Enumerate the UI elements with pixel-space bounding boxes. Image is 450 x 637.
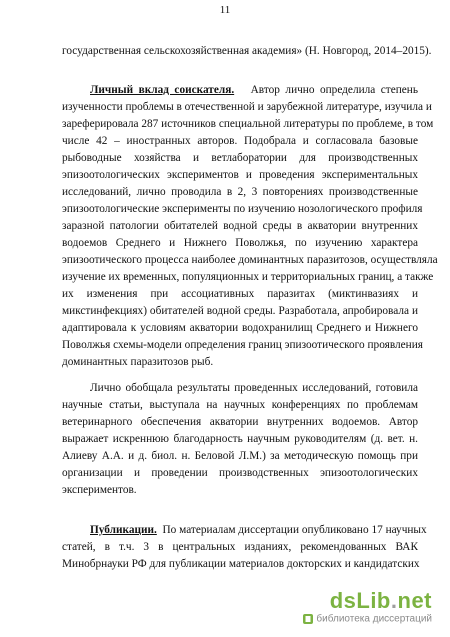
publications-line: Минобрнауки РФ для публикации материалов докторских и кандидатских: [62, 558, 420, 570]
publications-first-line: [62, 523, 427, 537]
contribution-line: микстинфекциях) обитателей водной среды. Разработала, апробировала и: [62, 305, 418, 317]
subtitle-text: библиотека диссертаций: [316, 613, 432, 625]
generalized-first-line-text: Лично обобщала результаты проведенных исследований, готовила: [90, 382, 418, 394]
contribution-line: изученности проблемы в отечественной и зарубежной литературе, изучила и: [62, 101, 432, 113]
contribution-line: зареферировала 287 источников специальной литературы по проблеме, в том: [62, 118, 434, 130]
generalized-line: организации и проведении производственных эпизоотологических: [62, 467, 418, 479]
publications-line: статей, в т.ч. 3 в центральных изданиях, рекомендованных ВАК: [62, 541, 418, 553]
contribution-first-line: [62, 83, 418, 97]
contribution-line: их изменения при ассоциативных паразитах (миктинвазиях и: [62, 288, 418, 300]
contribution-line: рыбоводные хозяйства и ветлаборатории для производственных: [62, 152, 418, 164]
contribution-last-line: доминантных паразитозов рыб.: [62, 356, 214, 368]
contribution-line: водоемов Среднего и Нижнего Поволжья, по изучению характера: [62, 237, 418, 249]
contribution-line: эпизоотологических экспериментов и проведения экспериментальных: [62, 169, 418, 181]
contribution-line: заразной патологии обитателей водной среды в акватории внутренних: [62, 220, 418, 232]
publications-first-line-text: По материалам диссертации опубликовано 17 научных: [162, 524, 427, 536]
contribution-line: исследований, лично проводила в 2, 3 повторениях производственные: [62, 186, 418, 198]
contribution-first-line-text: Автор лично определила степень: [250, 84, 418, 96]
contribution-line: эпизоотического процесса наиболее доминантных паразитозов, осуществляла: [62, 254, 438, 266]
page-number: 11: [219, 4, 231, 16]
logo-tld: net: [397, 588, 432, 613]
contribution-line: изучение их временных, популяционных и территориальных границ, а также: [62, 271, 434, 283]
logo-dot: .: [390, 588, 398, 613]
contribution-line: числе 42 – иностранных авторов. Подобрала и согласовала базовые: [62, 135, 418, 147]
contribution-line: адаптировала к условиям акватории водохранилищ Среднего и Нижнего: [62, 322, 418, 334]
generalized-line: Алиеву А.А. и д. биол. н. Беловой Л.М.) за методическую помощь при: [62, 450, 418, 462]
dslib-watermark[interactable]: [302, 590, 432, 626]
generalized-last-line: экспериментов.: [62, 484, 137, 496]
dslib-logo: [302, 590, 432, 612]
generalized-line: ветеринарного обеспечения акватории внутренних водоемов. Автор: [62, 416, 418, 428]
dslib-subtitle: [302, 613, 432, 626]
contribution-heading: Личный вклад соискателя.: [90, 84, 235, 96]
dslib-mark-icon: [302, 613, 314, 625]
contribution-line: Поволжья схемы-модели определения границ эпизоотического проявления: [62, 339, 423, 351]
publications-heading: Публикации.: [90, 524, 157, 536]
generalized-line: научные статьи, выступала на научных конференциях по проблемам: [62, 399, 418, 411]
generalized-line: выражает искреннюю благодарность научным руководителям (д. вет. н.: [62, 433, 418, 445]
logo-main: dsLib: [329, 588, 391, 613]
intro-line: государственная сельскохозяйственная академия» (Н. Новгород, 2014–2015).: [62, 45, 432, 57]
contribution-line: эпизоотологические эксперименты по изучению нозологического профиля: [62, 203, 423, 215]
generalized-first-line: [62, 381, 418, 395]
